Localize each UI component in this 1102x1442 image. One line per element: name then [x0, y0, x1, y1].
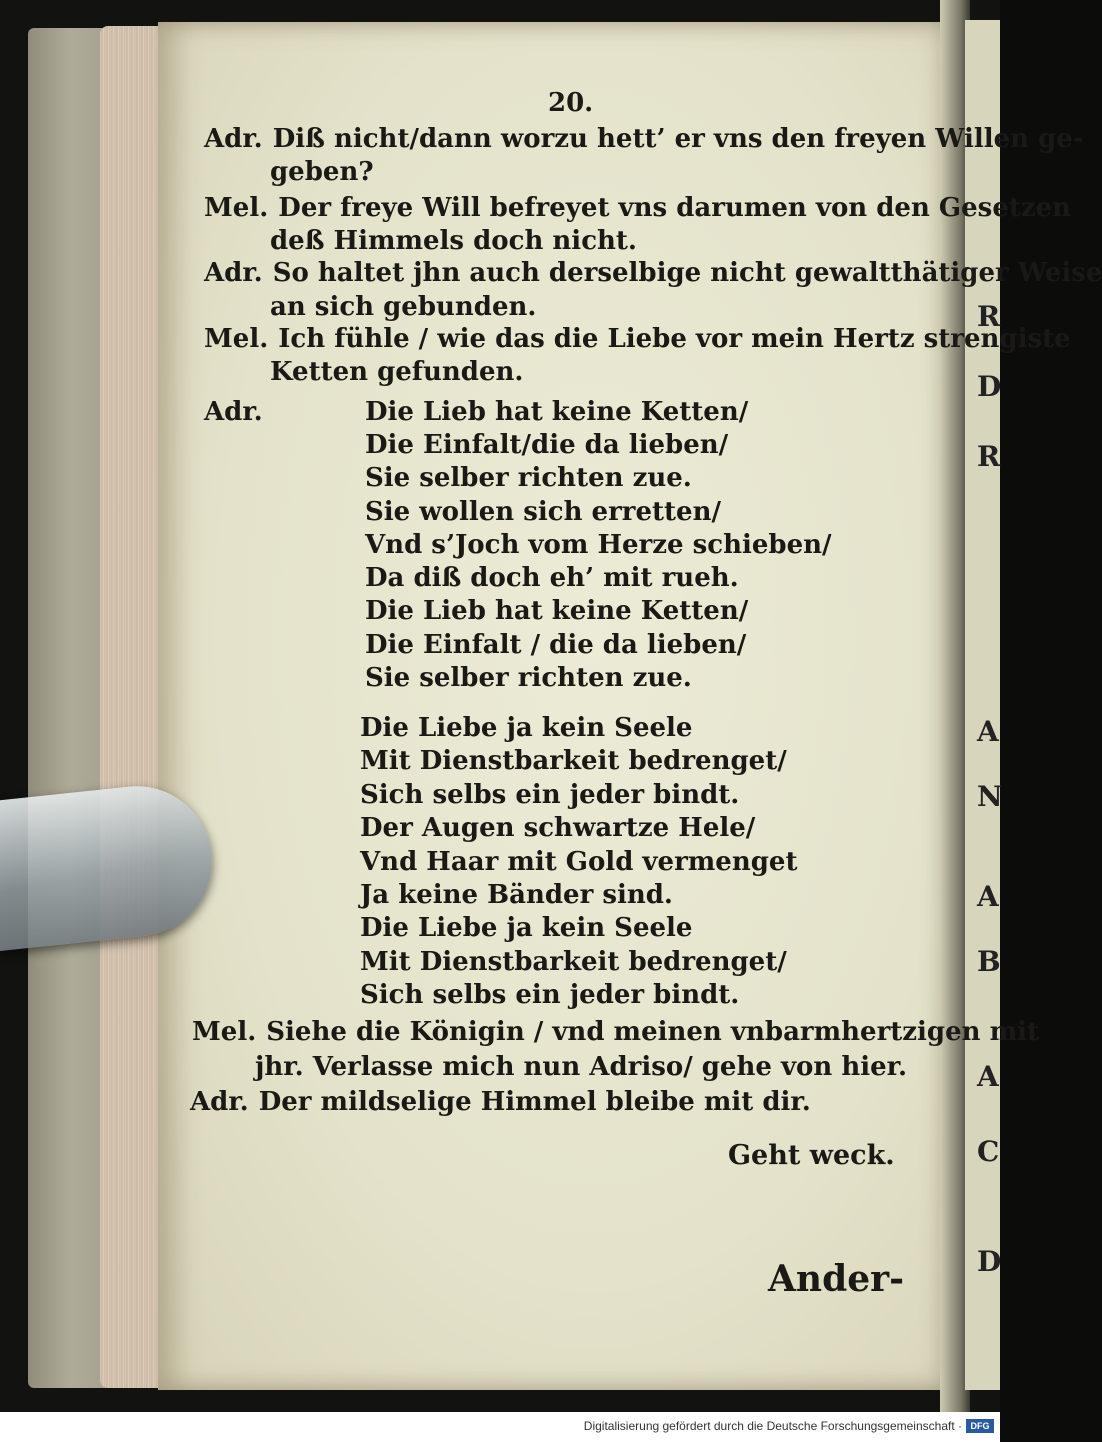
- facing-letter: A: [977, 880, 999, 913]
- song-line: Sie selber richten zue.: [365, 663, 692, 693]
- song-line: Sich selbs ein jeder bindt.: [360, 980, 740, 1010]
- song-line: Die Liebe ja kein Seele: [360, 913, 693, 943]
- song-line: Die Einfalt / die da lieben/: [365, 630, 747, 660]
- speaker: Mel.: [204, 324, 269, 354]
- song-line: Die Lieb hat keine Ketten/: [365, 596, 749, 626]
- song-line: Die Liebe ja kein Seele: [360, 713, 693, 743]
- speech-text: Der freye Will befreyet vns darumen von den Gesetzen: [278, 193, 1072, 223]
- footer-bar: [0, 1412, 1000, 1442]
- dialogue-line: deß Himmels doch nicht.: [270, 226, 637, 256]
- dialogue-line: geben?: [270, 157, 374, 187]
- dialogue-line: jhr. Verlasse mich nun Adriso/ gehe von hier.: [255, 1052, 908, 1082]
- dialogue-line: Ketten gefunden.: [270, 357, 524, 387]
- facing-letter: B: [977, 945, 1001, 978]
- song-speaker: Adr.: [204, 397, 263, 427]
- song-line: Da diß doch eh’ mit rueh.: [365, 563, 739, 593]
- song-line: Sie selber richten zue.: [365, 463, 692, 493]
- song-line: Die Lieb hat keine Ketten/: [365, 397, 749, 427]
- song-line: Ja keine Bänder sind.: [360, 880, 673, 910]
- speech-text: Der mildselige Himmel bleibe mit dir.: [258, 1087, 811, 1117]
- song-line: Sie wollen sich erretten/: [365, 497, 721, 527]
- song-line: Die Einfalt/die da lieben/: [365, 430, 729, 460]
- song-line: Vnd s’Joch vom Herze schieben/: [365, 530, 832, 560]
- facing-letter: C: [977, 1135, 1000, 1168]
- speech-text: Ich fühle / wie das die Liebe vor mein Hertz strengiste: [278, 324, 1071, 354]
- speaker: Adr.: [190, 1087, 249, 1117]
- speaker: Mel.: [204, 193, 269, 223]
- facing-letter: N: [977, 780, 1003, 813]
- dialogue-line: [204, 324, 1071, 354]
- song-line: Sich selbs ein jeder bindt.: [360, 780, 740, 810]
- speaker: Adr.: [204, 258, 263, 288]
- dialogue-line: [204, 124, 1084, 154]
- dialogue-line: [204, 258, 1102, 288]
- song-line: Der Augen schwartze Hele/: [360, 813, 756, 843]
- facing-letter: D: [977, 1245, 1002, 1278]
- speaker: Adr.: [204, 124, 263, 154]
- speech-text: Diß nicht/dann worzu hett’ er vns den freyen Willen ge-: [272, 124, 1084, 154]
- song-line: Vnd Haar mit Gold vermenget: [360, 847, 798, 877]
- stage-direction: Geht weck.: [728, 1140, 895, 1171]
- song-line: Mit Dienstbarkeit bedrenget/: [360, 947, 787, 977]
- dialogue-line: [204, 193, 1071, 223]
- speech-text: Siehe die Königin / vnd meinen vnbarmhertzigen mit: [266, 1017, 1040, 1047]
- speaker: Mel.: [192, 1017, 257, 1047]
- speech-text: So haltet jhn auch derselbige nicht gewaltthätiger Weise: [272, 258, 1102, 288]
- page-number: 20.: [548, 88, 594, 118]
- facing-letter: R: [977, 440, 1001, 473]
- song-line: Mit Dienstbarkeit bedrenget/: [360, 746, 787, 776]
- dialogue-line: [192, 1017, 1039, 1047]
- footer-text: Digitalisierung gefördert durch die Deutsche Forschungsgemeinschaft ·: [583, 1419, 962, 1433]
- catchword: Ander-: [768, 1258, 905, 1300]
- facing-letter: R: [977, 300, 1001, 333]
- facing-letter: A: [977, 1060, 999, 1093]
- dialogue-line: an sich gebunden.: [270, 292, 537, 322]
- dfg-logo: DFG: [966, 1419, 994, 1433]
- dialogue-line: [190, 1087, 811, 1117]
- facing-letter: D: [977, 370, 1002, 403]
- facing-letter: A: [977, 715, 999, 748]
